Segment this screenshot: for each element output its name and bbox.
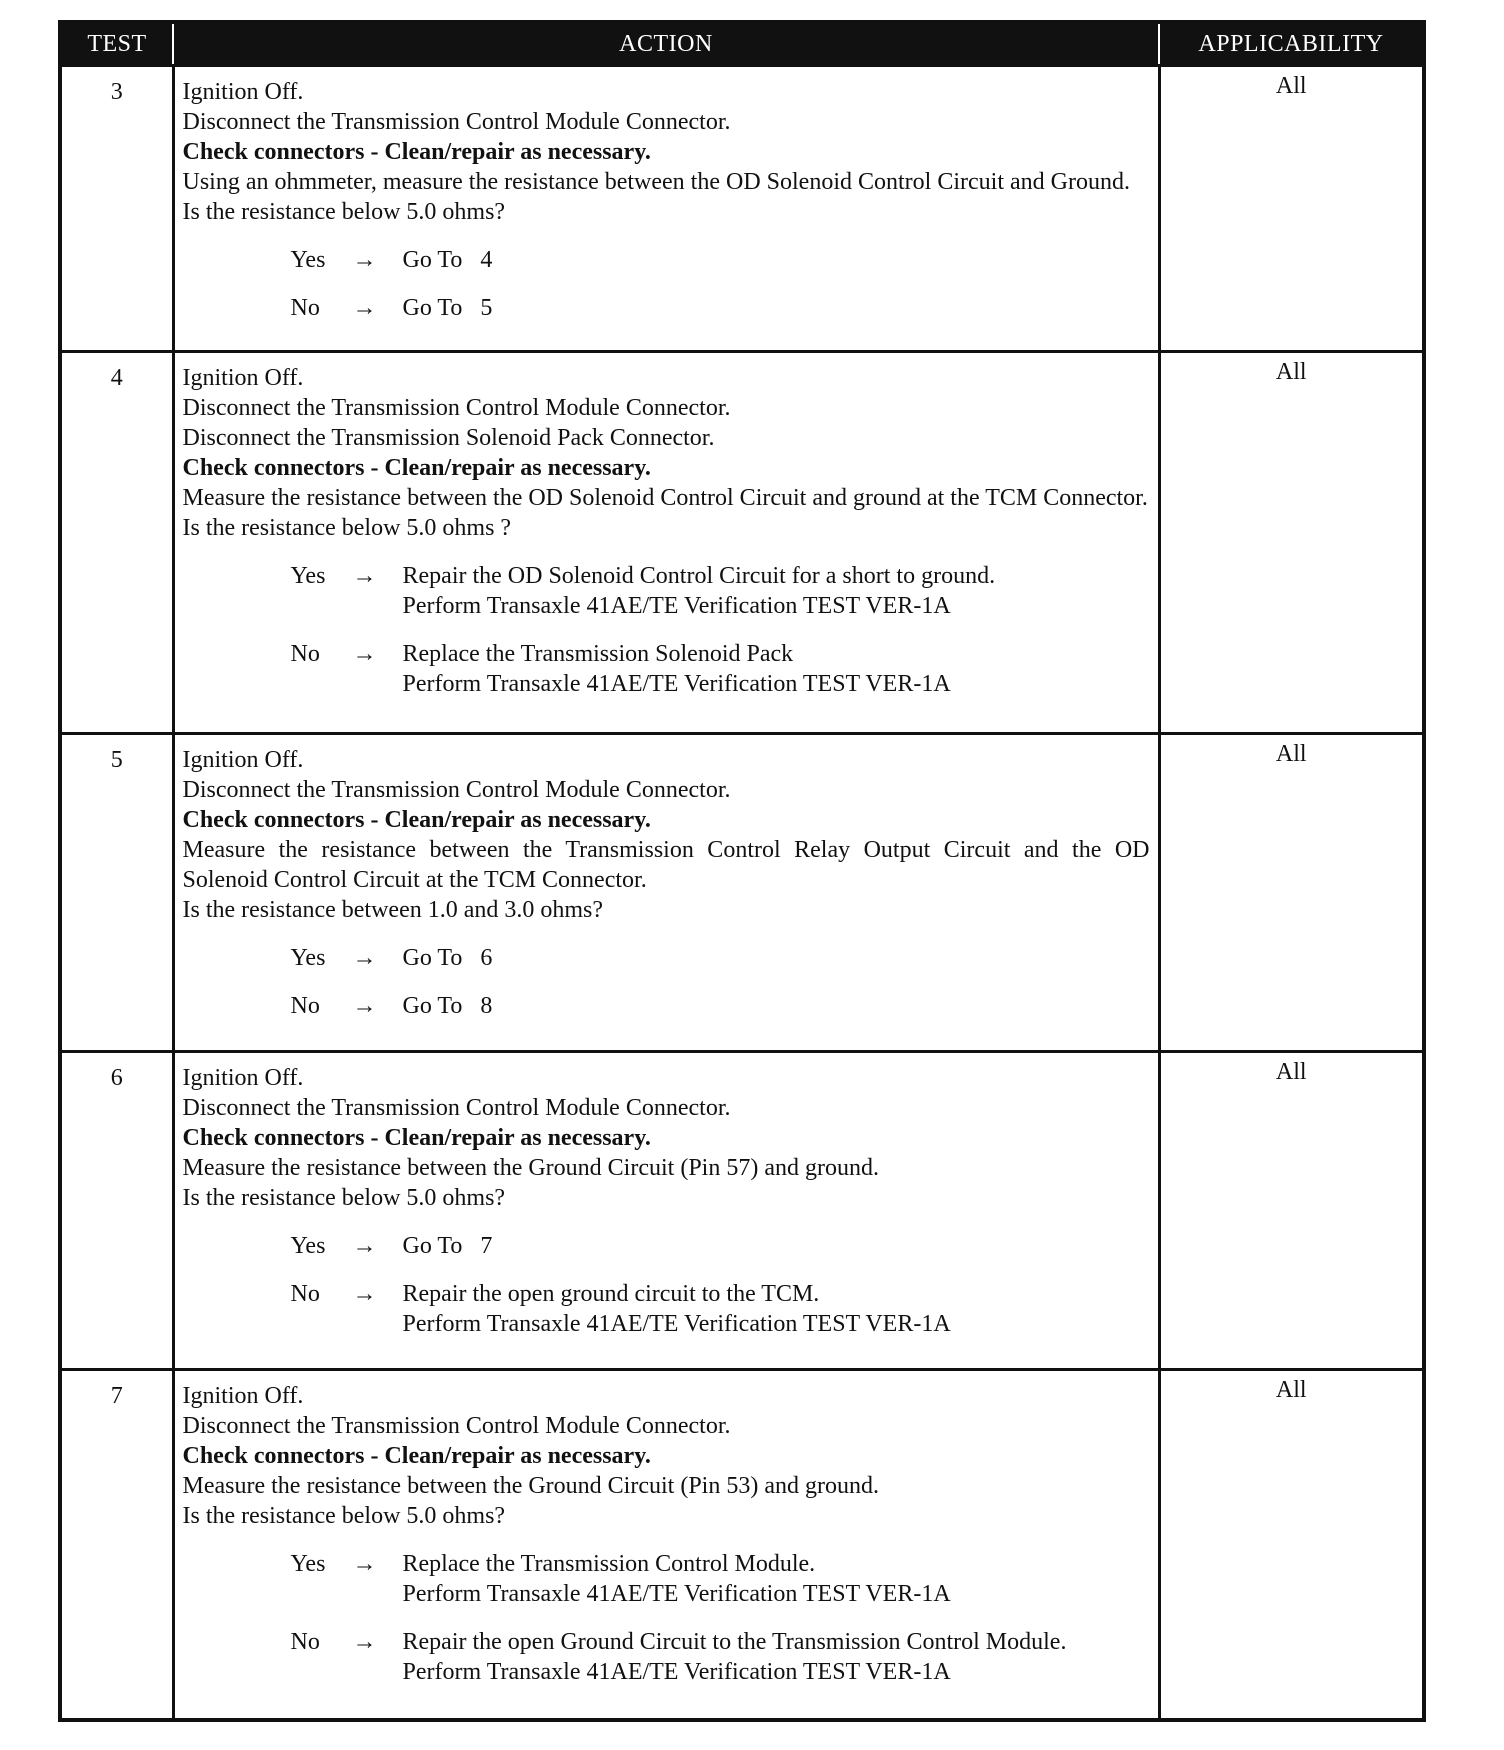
test-number: 6: [60, 1051, 173, 1369]
no-branch: [291, 991, 1150, 1021]
step-line: Measure the resistance between the OD Solenoid Control Circuit and ground at the TCM Connector.: [182, 485, 1148, 512]
goto-text: Go To 8: [402, 992, 493, 1019]
result-line: Replace the Transmission Control Module.: [402, 1550, 816, 1577]
arrow-icon: →: [352, 1232, 377, 1259]
arrow-icon: →: [352, 944, 377, 971]
answer-label: No: [290, 641, 320, 668]
table-row: [60, 1051, 1424, 1369]
action-cell: [173, 1369, 1159, 1720]
branch-result: [403, 1549, 1150, 1609]
arrow-icon: →: [352, 1628, 377, 1655]
no-branch: [291, 1627, 1150, 1687]
step-line: Measure the resistance between the Transmission Control Relay Output Circuit and the OD Solenoid Control Circuit at the TCM Connector.: [182, 836, 1150, 893]
answer-label: No: [290, 1280, 320, 1307]
step-line: Measure the resistance between the Ground Circuit (Pin 53) and ground.: [182, 1472, 879, 1499]
no-branch: [291, 639, 1150, 699]
arrow-icon: →: [352, 1280, 377, 1307]
result-line: Repair the OD Solenoid Control Circuit for a short to ground.: [402, 563, 996, 590]
branch-result: [403, 1627, 1150, 1687]
check-connectors-line: Check connectors - Clean/repair as necessary.: [182, 455, 651, 482]
branch-result: [403, 943, 1150, 973]
check-connectors-line: Check connectors - Clean/repair as necessary.: [182, 1124, 651, 1151]
step-line: Disconnect the Transmission Control Module Connector.: [182, 1094, 731, 1121]
step-line: Ignition Off.: [182, 1382, 304, 1409]
check-connectors-line: Check connectors - Clean/repair as necessary.: [182, 806, 651, 833]
goto-text: Go To 7: [402, 1232, 493, 1259]
action-cell: [173, 733, 1159, 1051]
table-header-row: [60, 22, 1424, 66]
check-connectors-line: Check connectors - Clean/repair as necessary.: [182, 1442, 651, 1469]
branch-list: [183, 245, 1150, 323]
test-number: 7: [60, 1369, 173, 1720]
branch-result: [403, 639, 1150, 699]
answer-label: Yes: [290, 563, 326, 590]
result-line: Perform Transaxle 41AE/TE Verification TEST VER-1A: [402, 1658, 951, 1685]
yes-branch: [291, 1231, 1150, 1261]
action-cell: [173, 66, 1159, 352]
answer-label: Yes: [290, 1232, 326, 1259]
branch-result: [403, 991, 1150, 1021]
question-line: Is the resistance below 5.0 ohms?: [182, 1184, 506, 1211]
step-line: Disconnect the Transmission Control Module Connector.: [182, 776, 731, 803]
branch-list: [183, 943, 1150, 1021]
arrow-icon: →: [352, 247, 377, 273]
action-cell: [173, 1051, 1159, 1369]
branch-result: [403, 245, 1150, 275]
goto-text: Go To 5: [402, 295, 493, 321]
answer-label: Yes: [290, 944, 326, 971]
step-line: Using an ohmmeter, measure the resistance between the OD Solenoid Control Circuit and Ground.: [182, 169, 1130, 195]
header-action: ACTION: [173, 22, 1159, 66]
step-line: Ignition Off.: [182, 1064, 304, 1091]
question-line: Is the resistance between 1.0 and 3.0 ohms?: [182, 896, 604, 923]
answer-label: No: [290, 295, 320, 321]
applicability-cell: All: [1159, 352, 1424, 734]
no-branch: [291, 1279, 1150, 1339]
applicability-cell: All: [1159, 1369, 1424, 1720]
branch-list: [183, 1549, 1150, 1687]
test-number: 3: [60, 66, 173, 352]
table-row: [60, 1369, 1424, 1720]
step-line: Disconnect the Transmission Control Module Connector.: [182, 395, 731, 422]
arrow-icon: →: [352, 641, 377, 668]
test-number: 5: [60, 733, 173, 1051]
result-line: Replace the Transmission Solenoid Pack: [402, 641, 794, 668]
result-line: Perform Transaxle 41AE/TE Verification TEST VER-1A: [402, 1580, 951, 1607]
step-line: Disconnect the Transmission Control Module Connector.: [182, 1412, 731, 1439]
yes-branch: [291, 561, 1150, 621]
step-line: Ignition Off.: [182, 746, 304, 773]
arrow-icon: →: [352, 992, 377, 1019]
answer-label: No: [290, 1628, 320, 1655]
yes-branch: [291, 245, 1150, 275]
header-applicability: APPLICABILITY: [1159, 22, 1424, 66]
step-line: Ignition Off.: [182, 79, 304, 105]
applicability-cell: All: [1159, 733, 1424, 1051]
applicability-cell: All: [1159, 66, 1424, 352]
no-branch: [291, 293, 1150, 323]
result-line: Perform Transaxle 41AE/TE Verification TEST VER-1A: [402, 593, 951, 620]
table-row: [60, 66, 1424, 352]
test-number: 4: [60, 352, 173, 734]
branch-list: [183, 1231, 1150, 1339]
yes-branch: [291, 1549, 1150, 1609]
applicability-cell: All: [1159, 1051, 1424, 1369]
question-line: Is the resistance below 5.0 ohms?: [182, 1502, 506, 1529]
diagnostic-test-sheet: [58, 20, 1422, 1722]
arrow-icon: →: [352, 1550, 377, 1577]
yes-branch: [291, 943, 1150, 973]
step-line: Measure the resistance between the Ground Circuit (Pin 57) and ground.: [182, 1154, 879, 1181]
answer-label: Yes: [290, 1550, 326, 1577]
step-line: Disconnect the Transmission Control Module Connector.: [182, 109, 731, 135]
branch-list: [183, 561, 1150, 699]
header-test: TEST: [60, 22, 173, 66]
goto-text: Go To 4: [402, 247, 493, 273]
table-row: [60, 352, 1424, 734]
table-row: [60, 733, 1424, 1051]
answer-label: Yes: [290, 247, 326, 273]
goto-text: Go To 6: [402, 944, 493, 971]
branch-result: [403, 1231, 1150, 1261]
step-line: Disconnect the Transmission Solenoid Pack Connector.: [182, 425, 715, 452]
question-line: Is the resistance below 5.0 ohms?: [182, 199, 506, 225]
arrow-icon: →: [352, 295, 377, 321]
diagnostic-table: [58, 20, 1426, 1722]
branch-result: [403, 293, 1150, 323]
branch-result: [403, 561, 1150, 621]
result-line: Perform Transaxle 41AE/TE Verification TEST VER-1A: [402, 1310, 951, 1337]
answer-label: No: [290, 992, 320, 1019]
result-line: Perform Transaxle 41AE/TE Verification TEST VER-1A: [402, 671, 951, 698]
check-connectors-line: Check connectors - Clean/repair as necessary.: [182, 139, 651, 165]
arrow-icon: →: [352, 563, 377, 590]
question-line: Is the resistance below 5.0 ohms ?: [182, 515, 512, 542]
action-cell: [173, 352, 1159, 734]
result-line: Repair the open Ground Circuit to the Transmission Control Module.: [402, 1628, 1067, 1655]
branch-result: [403, 1279, 1150, 1339]
result-line: Repair the open ground circuit to the TCM.: [402, 1280, 820, 1307]
step-line: Ignition Off.: [182, 365, 304, 392]
